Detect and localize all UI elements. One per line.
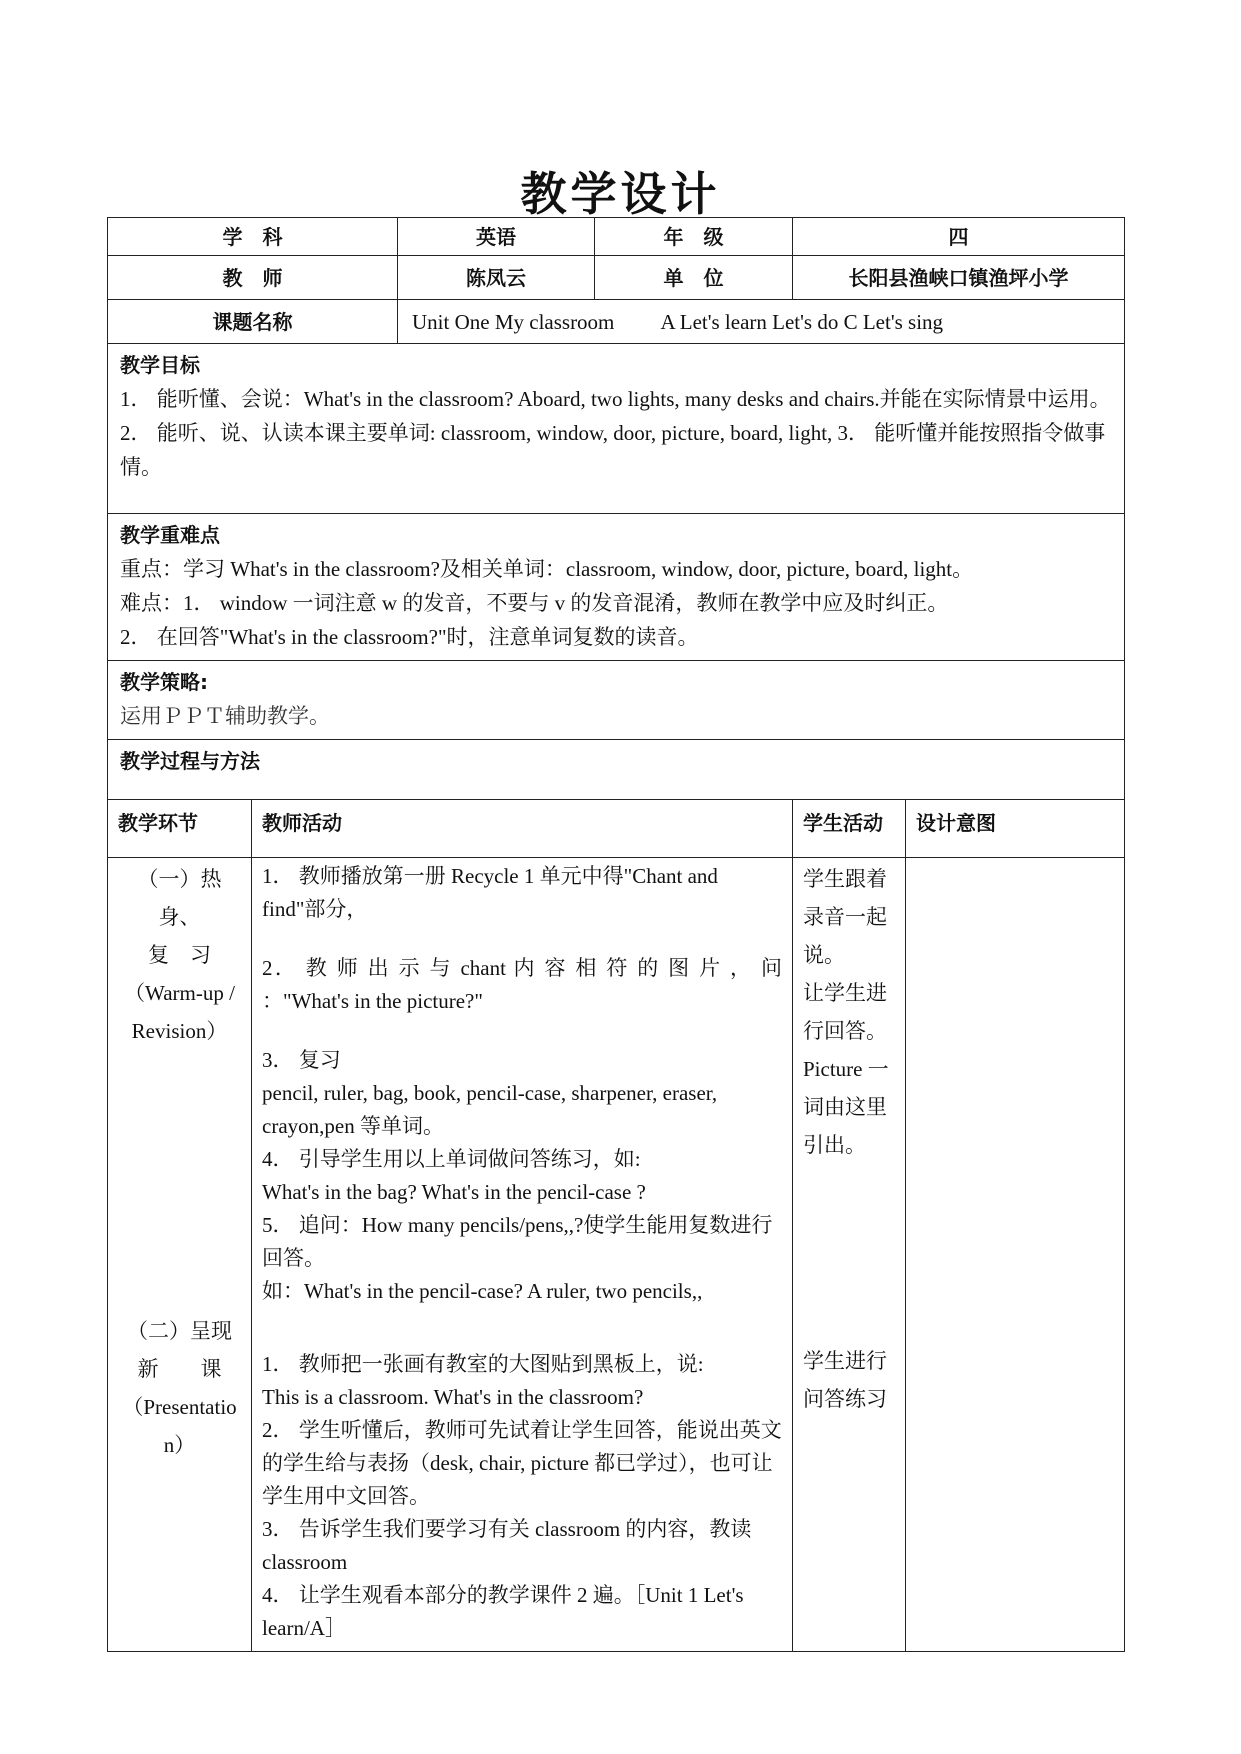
- column-header-teacher: 教师活动: [252, 800, 793, 858]
- stage-warmup: （一）热身、 复 习 （Warm-up / Revision）: [124, 867, 235, 1043]
- objective-line: 1． 能听懂、会说：What's in the classroom? Aboard, two lights, many desks and chairs.并能在实际情景中运用。: [120, 387, 1111, 411]
- teacher-step: 1． 教师把一张画有教室的大图贴到黑板上，说:: [262, 1352, 704, 1376]
- objectives-heading: 教学目标: [120, 353, 200, 377]
- subject-value: 英语: [398, 218, 595, 256]
- column-header-intent: 设计意图: [906, 800, 1125, 858]
- teacher-step: 2． 学生听懂后，教师可先试着让学生回答，能说出英文的学生给与表扬（desk, chair, picture 都已学过），也可让学生用中文回答。: [262, 1418, 782, 1508]
- process-section: [108, 740, 1125, 800]
- student-activity-column: [793, 858, 906, 1652]
- topic-label: 课题名称: [108, 300, 398, 344]
- key-point-line: 难点：1． window 一词注意 w 的发音，不要与 v 的发音混淆，教师在教学中应及时纠正。: [120, 591, 949, 615]
- teacher-value: 陈凤云: [398, 256, 595, 300]
- key-points-heading: 教学重难点: [120, 523, 220, 547]
- strategy-heading: 教学策略:: [120, 670, 208, 694]
- key-point-line: 重点：学习 What's in the classroom?及相关单词：classroom, window, door, picture, board, light。: [120, 557, 974, 581]
- unit-label: 单 位: [595, 256, 793, 300]
- teacher-step-detail: pencil, ruler, bag, book, pencil-case, sharpener, eraser, crayon,pen 等单词。: [262, 1081, 718, 1138]
- design-intent-column: [906, 858, 1125, 1652]
- student-activity: 学生进行问答练习: [803, 1349, 887, 1411]
- teacher-step: 3． 告诉学生我们要学习有关 classroom 的内容，教读 classroom: [262, 1517, 752, 1574]
- teacher-step: 1． 教师播放第一册 Recycle 1 单元中得"Chant and find"部分，: [262, 864, 718, 921]
- subject-label: 学 科: [108, 218, 398, 256]
- objective-line: 2． 能听、说、认读本课主要单词: classroom, window, door, picture, board, light, 3． 能听懂并能按照指令做事情。: [120, 421, 1106, 479]
- teacher-step-detail: 如：What's in the pencil-case? A ruler, two pencils,,: [262, 1279, 703, 1303]
- stage-presentation: （二）呈现 新 课 （Presentatio n）: [122, 1319, 237, 1457]
- unit-value: 长阳县渔峡口镇渔坪小学: [793, 256, 1125, 300]
- key-points-section: [108, 514, 1125, 661]
- teacher-activity-column: [252, 858, 793, 1652]
- teacher-step: 2． 教 师 出 示 与 chant 内 容 相 符 的 图 片 ， 问 ："What's in the picture?": [262, 956, 782, 1013]
- process-heading: 教学过程与方法: [120, 749, 260, 773]
- student-activity: Picture 一词由这里引出。: [803, 1057, 889, 1157]
- objectives-section: [108, 344, 1125, 514]
- lesson-plan-table: [107, 217, 1124, 1652]
- student-activity: 让学生进行回答。: [803, 981, 887, 1043]
- teacher-step-detail: What's in the bag? What's in the pencil-case ?: [262, 1180, 646, 1204]
- page-title: 教学设计: [520, 167, 721, 221]
- student-activity: 学生跟着录音一起说。: [803, 867, 887, 967]
- key-point-line: 2． 在回答"What's in the classroom?"时，注意单词复数的读音。: [120, 625, 699, 649]
- teacher-step-detail: This is a classroom. What's in the classroom?: [262, 1385, 644, 1409]
- teacher-label: 教 师: [108, 256, 398, 300]
- strategy-section: [108, 661, 1125, 740]
- stage-column: [108, 858, 252, 1652]
- teacher-step: 3． 复习: [262, 1048, 341, 1072]
- grade-label: 年 级: [595, 218, 793, 256]
- column-header-stage: 教学环节: [108, 800, 252, 858]
- column-header-student: 学生活动: [793, 800, 906, 858]
- topic-value: Unit One My classroom A Let's learn Let's do C Let's sing: [398, 300, 1125, 344]
- teacher-step: 5． 追问：How many pencils/pens,,?使学生能用复数进行回答。: [262, 1213, 773, 1270]
- grade-value: 四: [793, 218, 1125, 256]
- strategy-text: 运用ＰＰＴ辅助教学。: [120, 704, 330, 728]
- teacher-step: 4． 引导学生用以上单词做问答练习，如:: [262, 1147, 641, 1171]
- teacher-step: 4． 让学生观看本部分的教学课件 2 遍。［Unit 1 Let's learn/A］: [262, 1583, 744, 1640]
